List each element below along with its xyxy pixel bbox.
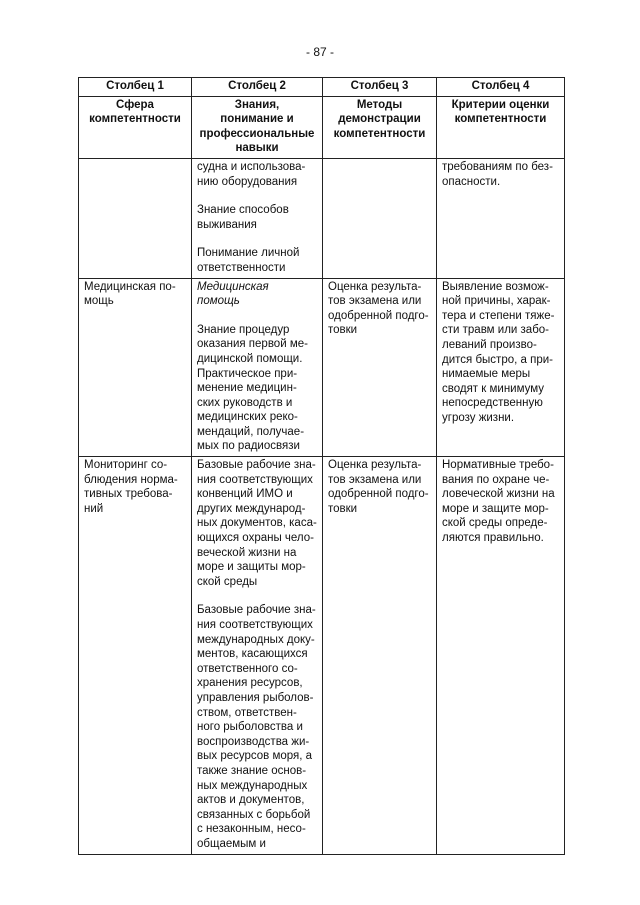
- column-4-title: Критерии оценки компетентности: [437, 96, 565, 158]
- cell-line: ных документов, каса-: [197, 517, 317, 530]
- cell-line: дицинской помощи.: [197, 352, 303, 365]
- column-3-title: Методы демонстрации компетентности: [323, 96, 437, 158]
- cell-line: ской среды: [197, 575, 258, 588]
- cell-line: тера и степени тяже-: [442, 309, 555, 322]
- table-row: [79, 457, 565, 854]
- cell-line: Знание процедур: [197, 323, 290, 336]
- cell-paragraph: [442, 458, 559, 546]
- criteria-cell: [437, 457, 565, 854]
- column-title-row: [79, 96, 565, 158]
- knowledge-heading: Медицинская помощь: [197, 280, 269, 308]
- knowledge-cell: [192, 457, 323, 854]
- knowledge-cell: [192, 278, 323, 457]
- table-row: [79, 278, 565, 457]
- cell-line: ством, ответствен-: [197, 706, 297, 719]
- cell-line: море и защиты мор-: [197, 561, 306, 574]
- cell-line: ловеческой жизни на: [442, 488, 555, 501]
- cell-line: связанных с борьбой: [197, 808, 311, 821]
- cell-line: ответственного со-: [197, 662, 298, 675]
- cell-line: международных доку-: [197, 633, 315, 646]
- cell-line: медицинских реко-: [197, 411, 298, 424]
- cell-line: ний: [84, 502, 104, 515]
- method-cell: [323, 278, 437, 457]
- cell-line: ной причины, харак-: [442, 295, 551, 308]
- cell-line: одобренной подго-: [328, 488, 429, 501]
- cell-paragraph: [197, 203, 317, 232]
- cell-line: ния соответствующих: [197, 473, 313, 486]
- cell-line: веческой жизни на: [197, 546, 297, 559]
- cell-line: нию оборудования: [197, 175, 298, 188]
- cell-line: одобренной подго-: [328, 309, 429, 322]
- cell-paragraph: [197, 160, 317, 189]
- cell-line: ния соответствующих: [197, 619, 313, 631]
- cell-line: товки: [328, 502, 358, 515]
- cell-line: сводят к минимуму: [442, 382, 545, 395]
- cell-line: других международ-: [197, 502, 306, 515]
- cell-line: Базовые рабочие зна-: [197, 459, 316, 472]
- knowledge-cell: [192, 158, 323, 278]
- competence-cell: [79, 457, 192, 854]
- cell-line: оказания первой ме-: [197, 338, 308, 351]
- competence-cell: [79, 158, 192, 278]
- cell-line: Понимание личной: [197, 247, 300, 260]
- method-cell: [323, 457, 437, 854]
- cell-line: управления рыболов-: [197, 691, 314, 704]
- cell-line: Практическое при-: [197, 367, 298, 380]
- column-3-header: Столбец 3: [323, 78, 437, 97]
- cell-line: выживания: [197, 218, 257, 231]
- cell-line: актов и документов,: [197, 794, 305, 807]
- cell-line: ментов, касающихся: [197, 648, 308, 661]
- column-2-header: Столбец 2: [192, 78, 323, 97]
- cell-line: хранения ресурсов,: [197, 677, 303, 690]
- cell-line: Оценка результа-: [328, 280, 422, 293]
- column-1-header: Столбец 1: [79, 78, 192, 97]
- cell-line: с незаконным, несо-: [197, 823, 306, 836]
- cell-line: менение медицин-: [197, 382, 297, 395]
- cell-paragraph: [84, 280, 186, 309]
- cell-line: леваний произво-: [442, 338, 537, 351]
- cell-line: тов экзамена или: [328, 295, 422, 308]
- table-row: [79, 158, 565, 278]
- cell-line: вых ресурсов моря, а: [197, 750, 313, 763]
- cell-line: мых по радиосвязи: [197, 440, 300, 453]
- cell-line: вания по охране че-: [442, 473, 550, 486]
- column-1-title: Сфера компетентности: [79, 96, 192, 158]
- cell-line: тивных требова-: [84, 488, 173, 501]
- cell-paragraph: [328, 458, 431, 516]
- criteria-cell: [437, 278, 565, 457]
- column-4-header: Столбец 4: [437, 78, 565, 97]
- criteria-cell: [437, 158, 565, 278]
- cell-line: также знание основ-: [197, 764, 307, 777]
- column-number-row: [79, 78, 565, 97]
- cell-paragraph: [197, 246, 317, 275]
- cell-line: дится быстро, а при-: [442, 353, 553, 366]
- cell-paragraph: [197, 458, 317, 589]
- cell-line: Базовые рабочие зна-: [197, 604, 316, 617]
- competence-cell: [79, 278, 192, 457]
- cell-paragraph: [84, 458, 186, 516]
- competence-table: [78, 77, 565, 855]
- page-number: - 87 -: [305, 45, 334, 59]
- cell-line: Мониторинг со-: [84, 459, 168, 472]
- method-cell: [323, 158, 437, 278]
- cell-line: судна и использова-: [197, 160, 306, 173]
- cell-paragraph: [442, 280, 559, 426]
- cell-line: ного рыболовства и: [197, 721, 303, 734]
- cell-line: тов экзамена или: [328, 473, 422, 486]
- cell-line: Медицинская по-: [84, 280, 176, 293]
- cell-line: море и защите мор-: [442, 502, 549, 515]
- cell-line: ских руководств и: [197, 396, 293, 409]
- cell-line: ской среды опреде-: [442, 517, 548, 530]
- cell-line: общаемым и: [197, 837, 266, 850]
- cell-line: ных международных: [197, 779, 308, 792]
- cell-line: мендаций, получае-: [197, 425, 305, 438]
- cell-line: Оценка результа-: [328, 459, 422, 472]
- cell-line: товки: [328, 324, 358, 337]
- cell-line: конвенций ИМО и: [197, 488, 293, 501]
- cell-paragraph: [442, 160, 559, 189]
- cell-line: требованиям по без-: [442, 160, 553, 173]
- column-2-title: Знания, понимание и профессиональные навыки: [192, 96, 323, 158]
- cell-line: Выявление возмож-: [442, 280, 549, 293]
- cell-line: блюдения норма-: [84, 473, 178, 486]
- cell-line: Знание способов: [197, 204, 289, 217]
- cell-line: воспроизводства жи-: [197, 735, 310, 748]
- cell-line: нимаемые меры: [442, 368, 531, 381]
- cell-paragraph: [197, 603, 317, 851]
- cell-line: угрозу жизни.: [442, 411, 515, 424]
- cell-line: Нормативные требо-: [442, 459, 554, 472]
- cell-line: опасности.: [442, 175, 501, 188]
- cell-line: непосредственную: [442, 397, 543, 410]
- cell-line: ляются правильно.: [442, 532, 544, 545]
- cell-line: ющихся охраны чело-: [197, 532, 314, 545]
- cell-line: мощь: [84, 295, 114, 308]
- cell-line: сти травм или забо-: [442, 324, 550, 337]
- cell-paragraph: [328, 280, 431, 338]
- cell-line: ответственности: [197, 261, 286, 274]
- cell-paragraph: [197, 323, 317, 454]
